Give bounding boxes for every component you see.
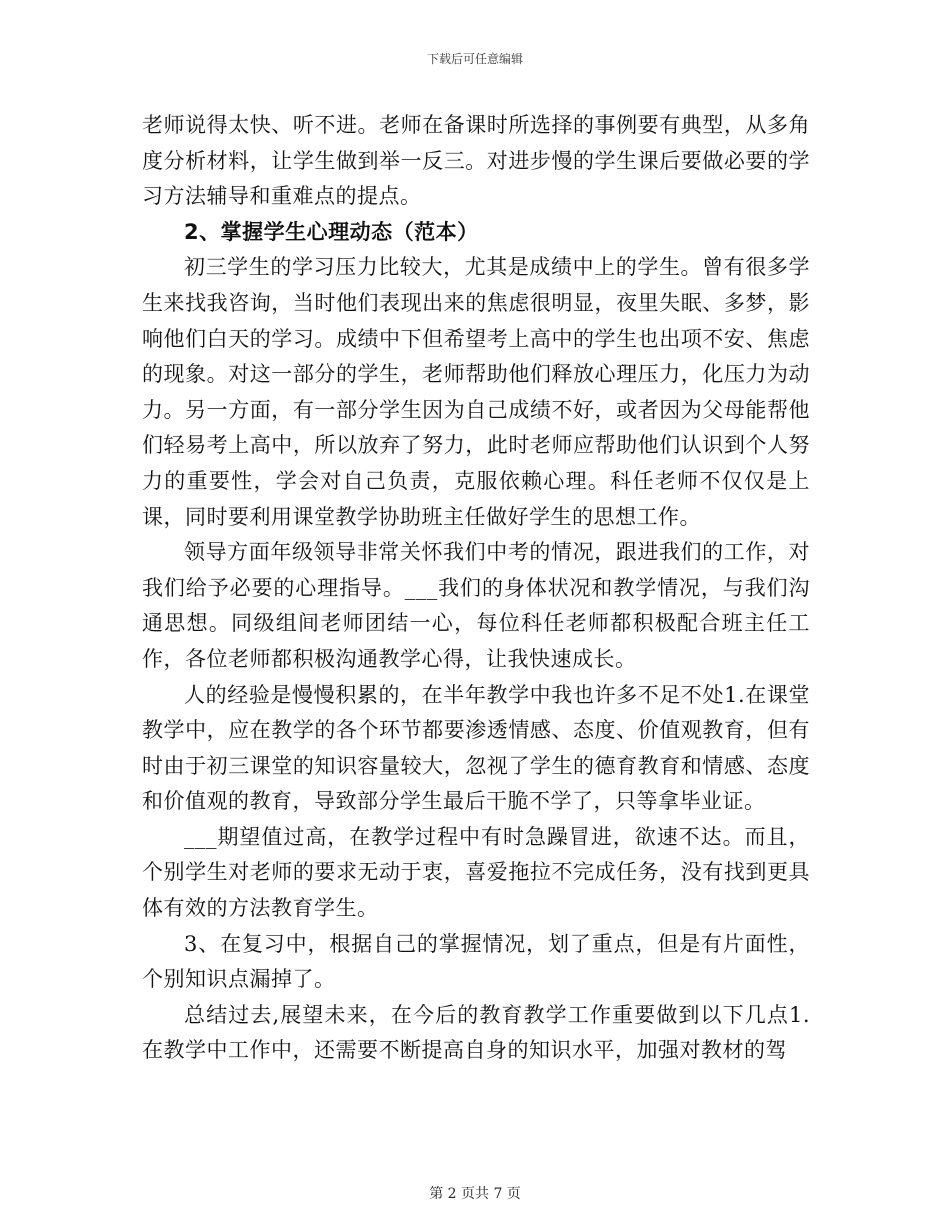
section-heading: 2、掌握学生心理动态（范本） [184, 219, 479, 244]
paragraph-student-psychology: 初三学生的学习压力比较大，尤其是成绩中上的学生。曾有很多学生来找我咨询，当时他们表现出来的焦虑很明显，夜里失眠、多梦，影响他们白天的学习。成绩中下但希望考上高中的学生也出项不安、焦虑的现象。对这一部分的学生，老师帮助他们释放心理压力，化压力为动力。另一方面，有一部分学生因为自己成绩不好，或者因为父母能帮他们轻易考上高中，所以放弃了努力，此时老师应帮助他们认识到个人努力的重要性，学会对自己负责，克服依赖心理。科任老师不仅仅是上课，同时要利用课堂教学协助班主任做好学生的思想工作。 [142, 255, 810, 529]
paragraph-leadership: 领导方面年级领导非常关怀我们中考的情况，跟进我们的工作，对我们给予必要的心理指导。___我们的身体状况和教学情况，与我们沟通思想。同级组间老师团结一心，每位科任老师都积极配合班主任工作，各位老师都积极沟通教学心得，让我快速成长。 [142, 540, 810, 671]
page-header: 下载后可任意编辑 [426, 52, 523, 66]
paragraph-continuation: 老师说得太快、听不进。老师在备课时所选择的事例要有典型，从多角度分析材料，让学生做到举一反三。对进步慢的学生课后要做必要的学习方法辅导和重难点的提点。 [142, 113, 810, 209]
page-number: 第 2 页共 7 页 [429, 1186, 521, 1202]
document-body [142, 108, 810, 1069]
paragraph-review: 3、在复习中，根据自己的掌握情况，划了重点，但是有片面性，个别知识点漏掉了。 [142, 931, 810, 992]
paragraph-expectations: ___期望值过高，在教学过程中有时急躁冒进，欲速不达。而且，个别学生对老师的要求无动于衷，喜爱拖拉不完成任务，没有找到更具体有效的方法教育学生。 [142, 824, 810, 921]
paragraph-experience: 人的经验是慢慢积累的，在半年教学中我也许多不足不处1.在课堂教学中，应在教学的各个环节都要渗透情感、态度、价值观教育，但有时由于初三课堂的知识容量较大，忽视了学生的德育教育和情感、态度和价值观的教育，导致部分学生最后干脆不学了，只等拿毕业证。 [142, 682, 810, 814]
paragraph-summary: 总结过去,展望未来，在今后的教育教学工作重要做到以下几点1.在教学中工作中，还需要不断提高自身的知识水平，加强对教材的驾 [142, 1002, 810, 1063]
